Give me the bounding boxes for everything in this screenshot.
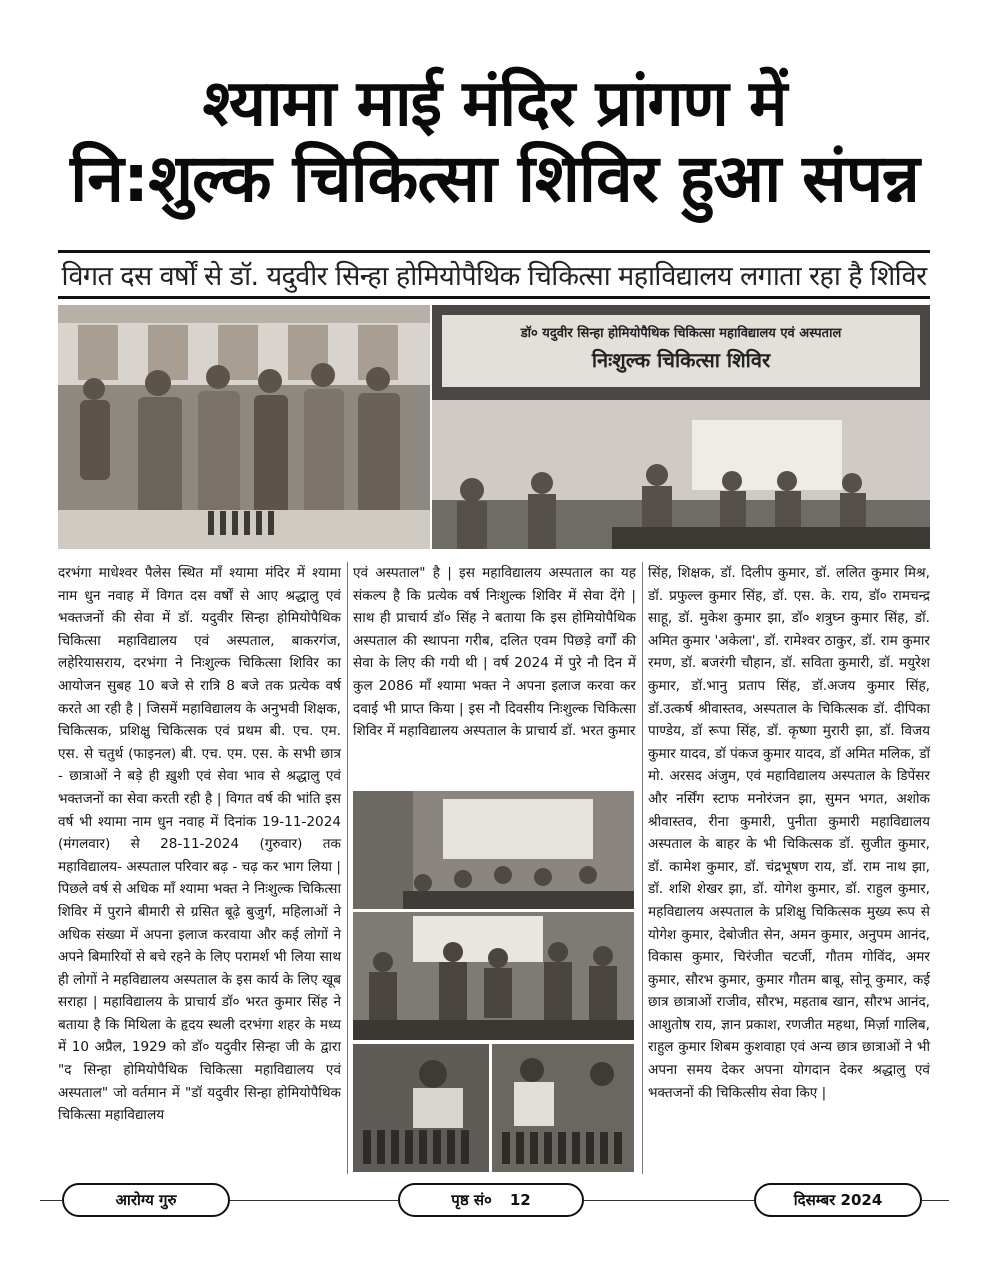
article-column-2: एवं अस्पताल" है | इस महाविद्यालय अस्पताल का यह संकल्प है कि प्रत्येक वर्ष निःशुल्क शिविर में सेवा देंगे | साथ ही प्राचार्य डॉ० सिंह ने बताया कि इस होमियोपैथिक अस्पताल की स्थापना गरीब, दलित एवम पिछड़े वर्गों की सेवा के लिए की गयी थी | वर्ष 2024 में पुरे नौ दिन में कुल 2086 माँ श्यामा भक्त ने अपना इलाज करवा कर दवाई भी प्राप्त किया | इस नौ दिवसीय निःशुल्क चिकित्सा शिविर में महाविद्यालय अस्पताल के प्राचार्य डॉ. भरत कुमार — [353, 565, 636, 740]
article-column-1: दरभंगा माधेश्वर पैलेस स्थित माँ श्यामा मंदिर में श्यामा नाम धुन नवाह में विगत दस वर्षों से आए श्रद्धालु एवं भक्तजनों की सेवा में डॉ. यदुवीर सिन्हा होमियोपैथिक चिकित्सा महाविद्यालय एवं अस्पताल, बाकरगंज, लहेरियासराय, दरभंगा ने निःशुल्क चिकित्सा शिविर का आयोजन सुबह 10 बजे से रात्रि 8 बजे तक प्रत्येक वर्ष करते आ रही है | जिसमें महाविद्यालय के अनुभवी शिक्षक, चिकित्सक, प्रशिक्षु चिकित्सक एवं प्रथम बी. एच. एम. एस. से चतुर्थ (फाइनल) बी. एच. एम. एस. के सभी छात्र - छात्राओं ने बड़े ही ख़ुशी एवं सेवा भाव से श्रद्धालु एवं भक्तजनों का सेवा करती रही है | विगत वर्ष की भांति इस वर्ष भी श्यामा नाम धुन नवाह में दिनांक 19-11-2024 (मंगलवार) से 28-11-2024 (गुरुवार) तक महाविद्यालय- अस्पताल परिवार बढ़ - चढ़ कर भाग लिया | पिछले वर्ष से अधिक माँ श्यामा भक्त ने निःशुल्क चिकित्सा शिविर में पुराने बीमारी से ग्रसित बूढ़े बुजुर्ग, महिलाओं ने अधिक संख्या में अपना इलाज करवाया और कई लोगों ने अपने बिमारियों से बचे रहने के लिए परामर्श भी लिया साथ ही लोगों ने महविद्यालय अस्पताल के इस कार्य के लिए खूब सराहा | महाविद्यालय के प्राचार्य डॉ० भरत कुमार सिंह ने बताया है कि मिथिला के हृदय स्थली दरभंगा शहर के मध्य में 10 अप्रैल, 1929 को डॉ० यदुवीर सिन्हा जी के द्वारा "द सिन्हा होमियोपैथिक चिकित्सा महाविद्यालय एवं अस्पताल" जो वर्तमान में "डॉ यदुवीर सिन्हा होमियोपैथिक चिकित्सा महाविद्यालय — [58, 565, 341, 1124]
photo-group-at-temple — [58, 305, 430, 549]
page-number: 12 — [509, 1191, 531, 1209]
column-divider-2 — [642, 562, 643, 1174]
photo-medicine-bottles-2 — [492, 1044, 634, 1172]
photo-camp-tent — [432, 305, 930, 549]
publication-name: आरोग्य गुरु — [115, 1191, 177, 1209]
article-column-3: सिंह, शिक्षक, डॉ. दिलीप कुमार, डॉ. ललित कुमार मिश्र, डॉ. प्रफुल्ल कुमार सिंह, डॉ. एस. के. राय, डॉ० रामचन्द्र साहू, डॉ. मुकेश कुमार झा, डॉ० शत्रुघ्न कुमार सिंह, डॉ. अमित कुमार 'अकेला', डॉ. रामेश्वर ठाकुर, डॉ. राम कुमार रमण, डॉ. बजरंगी चौहान, डॉ. सविता कुमारी, डॉ. मयुरेश कुमार, डॉ.भानु प्रताप सिंह, डॉ.अजय कुमार सिंह, डॉ.उत्कर्ष श्रीवास्तव, अस्पताल के चिकित्सक डॉ. दीपिका पाण्डेय, डॉ रूपा सिंह, डॉ. कृष्णा मुरारी झा, डॉ. विजय कुमार यादव, डॉ पंकज कुमार यादव, डॉ अमित मलिक, डॉ मो. अरसद अंजुम, एवं महाविद्यालय अस्पताल के डिपेंसर और नर्सिंग स्टाफ मनोरंजन झा, सुमन भगत, अशोक श्रीवास्तव, रीना कुमारी, पुनीता कुमारी महाविद्यालय अस्पताल के बाहर के भी चिकित्सक डॉ. सुजीत कुमार, डॉ. कामेश कुमार, डॉ. चंद्रभूषण राय, डॉ. राम नाथ झा, डॉ. शशि शेखर झा, डॉ. योगेश कुमार, डॉ. राहुल कुमार, महविद्यालय अस्पताल के प्रशिक्षु चिकित्सक मुख्य रूप से योगेश कुमार, देबोजीत सेन, अमन कुमार, अनुपम आनंद, विकास कुमार, चिरंजीत चटर्जी, गौतम गोविंद, अमर कुमार, सौरभ कुमार, कुमार गौतम बाबू, सोनू कुमार, कई छात्र छात्राओं राजीव, सौरभ, महताब खान, सौरभ आनंद, आशुतोष राय, ज्ञान प्रकाश, रणजीत महथा, मिर्ज़ा गालिब, राहुल कुमार शिबम कुशवाहा एवं अन्य छात्र छात्राओं ने भी अपना समय देकर अपना योगदान देकर श्रद्धालु एवं भक्तजनों की चिकित्सीय सेवा किए | — [648, 565, 930, 1101]
column-divider-1 — [347, 562, 348, 1174]
photo-medicine-bottles-1 — [353, 1044, 489, 1172]
page-label: पृष्ठ सं० — [451, 1191, 492, 1209]
issue-date: दिसम्बर 2024 — [793, 1191, 883, 1209]
headline-line-2: नि:शुल्क चिकित्सा शिविर हुआ संपन्न — [70, 140, 919, 217]
photo-camp-desk — [353, 791, 634, 909]
subhead-top-rule — [58, 250, 930, 253]
banner-text-1: डॉ० यदुवीर सिन्हा होमियोपैथिक चिकित्सा महाविद्यालय एवं अस्पताल — [520, 326, 842, 341]
footer-issue-date — [754, 1183, 922, 1217]
subhead-bottom-rule — [58, 296, 930, 299]
subheadline: विगत दस वर्षों से डॉ. यदुवीर सिन्हा होमियोपैथिक चिकित्सा महाविद्यालय लगाता रहा है शिविर — [61, 261, 927, 292]
photo-doctors-seated — [353, 912, 634, 1040]
footer-publication — [62, 1183, 230, 1217]
headline-line-1: श्यामा माई मंदिर प्रांगण में — [202, 67, 787, 141]
footer-page-number — [398, 1183, 584, 1217]
banner-text-2: निःशुल्क चिकित्सा शिविर — [591, 348, 771, 372]
